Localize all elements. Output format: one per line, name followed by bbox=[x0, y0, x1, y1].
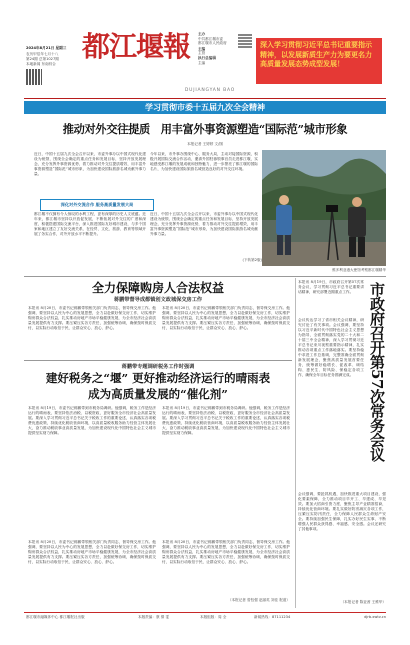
footer-editor: 本版责编：康 倩 雯 bbox=[138, 615, 170, 619]
story3-headline-line2: 成为高质量发展的“催化剂” bbox=[88, 387, 228, 401]
org-line: 主办 bbox=[198, 32, 206, 36]
issue-line-2: 第24期 总第1027期 bbox=[26, 57, 59, 61]
issue-line-1: 农历甲辰年七月十八 bbox=[26, 52, 59, 56]
right-body2: 会议强调，要抢抓机遇，加快推进重大项目建设，强化要素保障，全力推动项目早开工、早建成、早见效。要加大招商引资力度，聚焦主导产业精准招商，持续优化营商环境。要扎实做好防汛减灾各项工作，压紧压实防汛责任，全力保障人民群众生命财产安全。要持续加强民生保障，扎实办好民生实事，不断增强人民群众获得感、幸福感、安全感。会议还研究了其他事项。 bbox=[298, 492, 386, 531]
story3-kicker: 蒋鹏带专题调研税务工作时强调 bbox=[121, 364, 195, 370]
divider bbox=[24, 276, 386, 277]
footer-publisher: 都江堰市融媒体中心 都江堰报社出版 bbox=[26, 615, 85, 619]
lead-body-col2: 近日，中国十五届九次全会召开以来，市委外事办以中国式现代化建设为统领，围绕全会确定的重点任务和发展目标，坚持开放发展理念，充分发挥外事资源优势，着力推动对外交往提质增效，用丰富外事资源塑造“国际范”城市形象，为加快建设国际旅游名城贡献外事力量。 bbox=[150, 212, 258, 236]
section-banner bbox=[24, 101, 386, 114]
right-byline: （本报记者 陈亚茜 王维华） bbox=[340, 600, 386, 604]
issue-line-3: 本地新闻 东南综合 bbox=[26, 62, 56, 66]
story2-body: 本报讯 8月20日，市委书记蒋鹏带领相关部门负责同志，督导保交房工作。他强调，要坚持以人民为中心的发展思想，全力以赴做好保交房工作，切实维护购房群众合法权益，扎实推动房地产市场平稳健康发展，为全市经济社会高质量发展提供有力支撑。要压紧压实各方责任，加强统筹协调，确保按时保质交付，以实际行动取信于民，让群众安心、放心、舒心。 bbox=[28, 306, 156, 330]
lead-subhead: 深化对外交流合作 服务高质量发展大局 bbox=[60, 202, 134, 207]
story3-headline: 建好税务之“堰” 更好推动经济运行的晴雨表 bbox=[45, 371, 271, 385]
story2-subheadline: 蒋鹏带督导成都镇创文政城保交房工作 bbox=[113, 297, 203, 303]
lead-headline: 推动对外交往提质 用丰富外事资源塑造“国际范”城市形象 bbox=[62, 122, 348, 136]
photo-illustration bbox=[262, 150, 386, 266]
story3-body-col1b: 本报讯 8月20日，市委书记蒋鹏带领相关部门负责同志，督导保交房工作。他强调，要坚持以人民为中心的发展思想，全力以赴做好保交房工作，切实维护购房群众合法权益，扎实推动房地产市场平稳健康发展，为全市经济社会高质量发展提供有力支撑。要压紧压实各方责任，加强统筹协调，确保按时保质交付，以实际行动取信于民，让群众安心、放心、舒心。 bbox=[28, 540, 156, 564]
qr-code-left bbox=[26, 69, 42, 85]
org-line: 主管 bbox=[198, 51, 206, 56]
lead-intro: 近日，中国十五届九次全会召开以来，市委外事办以中国式现代化建设为统领，围绕全会确定的重点任务和发展目标，坚持开放发展理念，充分发挥外事资源优势，着力推动对外交往提质增效，用丰富外事资源塑造“国际范”城市形象，为加快建设国际旅游名城贡献外事力量。 bbox=[34, 152, 146, 176]
story2-headline: 全力保障购房人合法权益 bbox=[91, 281, 224, 295]
lead-byline: 本报记者 王婷婷 文/图 bbox=[187, 142, 223, 146]
right-intro: 本报讯 8月19日，市政府召开第57次常务会议，学习贯彻习近平总书记重要讲话精神，研究部署近期重点工作。 bbox=[298, 280, 364, 294]
story2-body-col2: 本报讯 8月20日，市委书记蒋鹏带领相关部门负责同志，督导保交房工作。他强调，要坚持以人民为中心的发展思想，全力以赴做好保交房工作，切实维护购房群众合法权益，扎实推动房地产市场平稳健康发展，为全市经济社会高质量发展提供有力支撑。要压紧压实各方责任，加强统筹协调，确保按时保质交付，以实际行动取信于民，让群众安心、放心、舒心。 bbox=[162, 306, 290, 330]
lead-intro-col2: 今年以来，市外事办围绕中心、服务大局，主动对接国际资源，积极开展国际交流合作活动，邀请外国驻蓉领事官员走进都江堰，实地感受都江堰的发展成就和独特魅力，进一步擦亮了都江堰的国际名片，为加快建设国际旅游名城营造良好的对外交往环境。 bbox=[150, 152, 258, 171]
promo-text: 深入学习贯彻习近平总书记重要指示精神，以发展新质生产力为要更名力高质量发展态势成型发展！ bbox=[260, 41, 372, 69]
story3-body-col1: 本报讯 8月19日，市委书记蒋鹏带到市税务局调研。他强调，税务工作是经济运行的晴雨表，要坚持依法治税、以税资政，更好服务全市经济社会高质量发展。要深入学习贯彻习近平总书记关于税收工作的重要论述，认真落实各项税费优惠政策，持续优化税收营商环境，以高质量税收服务助力经营主体发展壮大，奋力推动税收事业高质量发展，为加快建设现代化中国特色社会主义城市提供坚实财力保障。 bbox=[28, 406, 156, 435]
banner-text: 学习贯彻市委十五届九次全会精神 bbox=[145, 103, 265, 112]
story3-body-col2: 本报讯 8月19日，市委书记蒋鹏带到市税务局调研。他强调，税务工作是经济运行的晴雨表，要坚持依法治税、以税资政，更好服务全市经济社会高质量发展。要深入学习贯彻习近平总书记关于税收工作的重要论述，认真落实各项税费优惠政策，持续优化税收营商环境，以高质量税收服务助力经营主体发展壮大，奋力推动税收事业高质量发展，为加快建设现代化中国特色社会主义城市提供坚实财力保障。 bbox=[162, 406, 290, 435]
org-line: 执行总编辑 bbox=[198, 55, 216, 60]
lead-continued: (下转第2版) bbox=[242, 258, 262, 262]
footer-layout: 本版组版：周 全 bbox=[200, 615, 227, 619]
masthead-pinyin: DUJIANGYAN BAO bbox=[184, 88, 236, 93]
org-line: 中共都江堰市委 bbox=[198, 36, 224, 41]
masthead-org-block bbox=[198, 32, 234, 65]
right-headline-text: 市政府召开第57次常务会议 bbox=[368, 282, 386, 462]
right-body: 会议传达学习了省市相关会议精神，研究讨论了有关事项。会议强调，要坚持以习近平新时代中国特色社会主义思想为指导，全面贯彻落实党的二十大和二十届三中全会精神，深入学习贯彻习近平总书记来川视察重要指示精神，扎实推动各项重点工作落地落实。要坚持稳中求进工作总基调，完整准确全面贯彻新发展理念，聚焦高质量发展首要任务，统筹做好稳增长、促改革、调结构、惠民生、防风险、保稳定各项工作，确保全年目标任务圆满完成。 bbox=[298, 318, 364, 377]
column-divider bbox=[295, 278, 296, 608]
footer-hotline: 新闻热线：87111234 bbox=[254, 615, 291, 619]
org-line: 主编 bbox=[198, 60, 206, 65]
footer-url[interactable]: djrb.xwtv.cn bbox=[364, 615, 386, 619]
org-line: 主编 bbox=[198, 46, 206, 51]
story3-byline: （本报记者 曾钰强 赵丽英 刘佳 报道） bbox=[227, 598, 290, 602]
promo-box bbox=[256, 38, 382, 84]
photo-caption: 维多利亚港大使馆考察都江堰精华 bbox=[332, 268, 386, 272]
org-line: 都江堰市人民政府 bbox=[198, 41, 227, 46]
masthead-rule bbox=[24, 98, 386, 99]
divider bbox=[24, 360, 292, 361]
right-headline bbox=[368, 282, 386, 461]
masthead-title: 都江堰報 bbox=[82, 30, 191, 63]
date-line: 2024年8月21日 星期三 bbox=[26, 46, 67, 50]
lead-subhead-box bbox=[40, 199, 154, 211]
lead-body: 都江堰不仅拥有令人惊叹的水利工程，更有深厚的历史人文底蕴。近年来，都江堰市坚持以开放促发展，不断拓展对外交往的广度和深度，积极搭建国际交流平台，深入推进国际友好城市建设，与多个国家和地区建立了友好交流关系，在经贸、文化、旅游、教育等领域开展了务实合作，对外开放水平不断提升。 bbox=[34, 212, 146, 236]
story3-body-col2b: 本报讯 8月20日，市委书记蒋鹏带领相关部门负责同志，督导保交房工作。他强调，要坚持以人民为中心的发展思想，全力以赴做好保交房工作，切实维护购房群众合法权益，扎实推动房地产市场平稳健康发展，为全市经济社会高质量发展提供有力支撑。要压紧压实各方责任，加强统筹协调，确保按时保质交付，以实际行动取信于民，让群众安心、放心、舒心。 bbox=[162, 540, 290, 564]
lead-photo bbox=[262, 150, 386, 266]
footer-rule bbox=[24, 612, 386, 613]
qr-code-right bbox=[238, 34, 252, 48]
